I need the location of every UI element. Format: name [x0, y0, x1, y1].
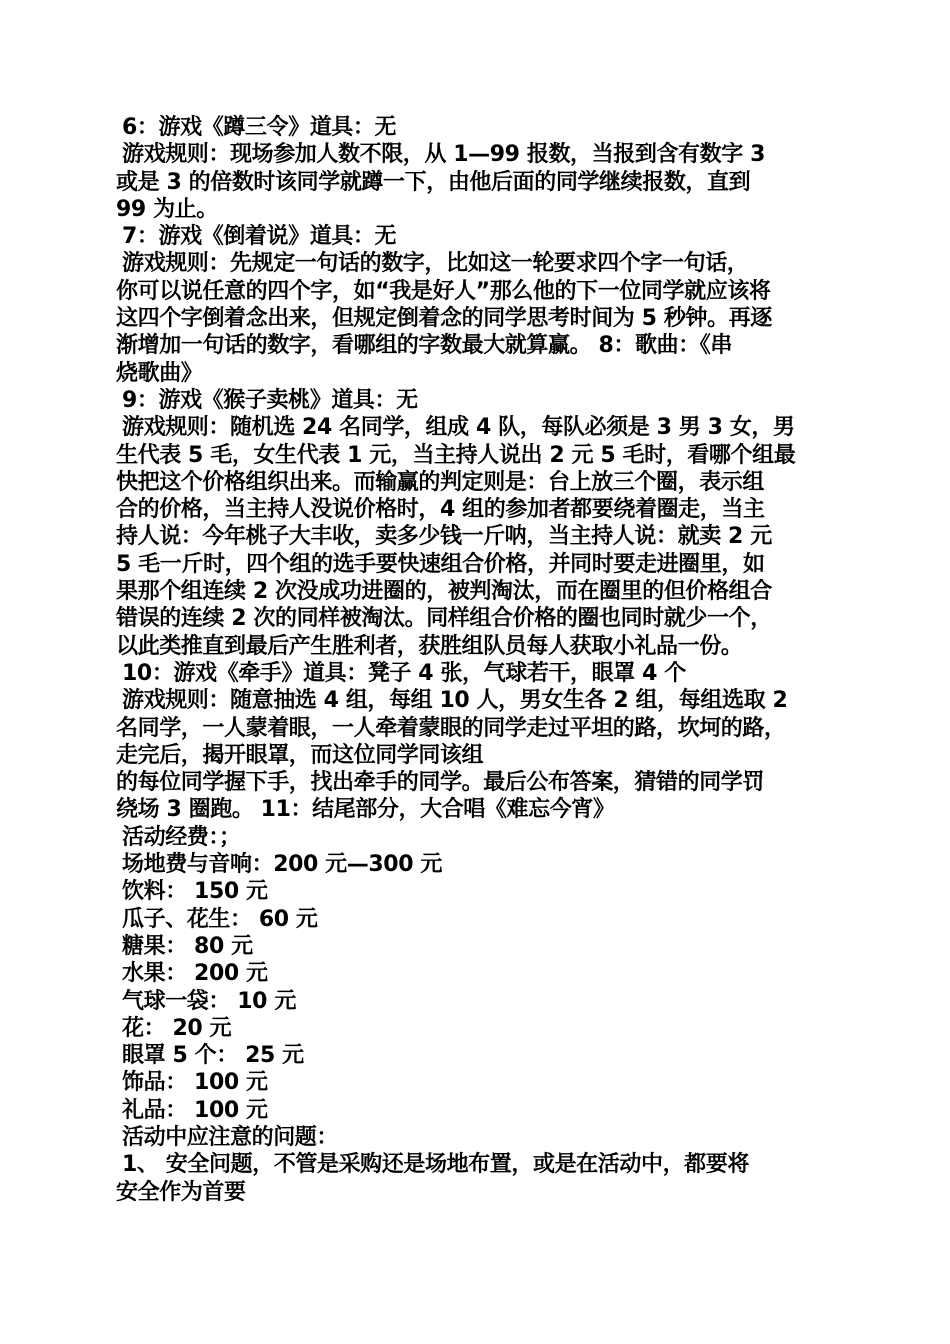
text-line: 眼罩 5 个： 25 元 [122, 1043, 304, 1069]
text-line: 99 为止。 [116, 196, 218, 222]
text-line: 水果： 200 元 [122, 961, 268, 987]
text-line: 以此类推直到最后产生胜利者，获胜组队员每人获取小礼品一份。 [116, 633, 743, 659]
text-line: 饰品： 100 元 [122, 1070, 268, 1096]
text-line: 饮料： 150 元 [122, 879, 268, 905]
text-line: 礼品： 100 元 [122, 1097, 268, 1123]
text-line: 活动经费：； [122, 824, 241, 850]
text-line: 6：游戏《蹲三令》道具：无 [122, 115, 397, 140]
text-line: 的每位同学握下手，找出牵手的同学。最后公布答案，猜错的同学罚 [116, 770, 765, 796]
text-line: 错误的连续 2 次的同样被淘汰。同样组合价格的圈也同时就少一个， [116, 606, 772, 632]
text-line: 游戏规则：现场参加人数不限，从 1—99 报数，当报到含有数字 3 [122, 142, 766, 168]
text-line: 活动中应注意的问题： [122, 1124, 339, 1150]
text-line: 烧歌曲》 [116, 360, 203, 386]
text-line: 9：游戏《猴子卖桃》道具：无 [122, 387, 418, 413]
text-line: 名同学，一人蒙着眼，一人牵着蒙眼的同学走过平坦的路，坎坷的路， [116, 715, 786, 741]
text-line: 5 毛一斤时，四个组的选手要快速组合价格，并同时要走进圈里，如 [116, 551, 765, 577]
text-line: 安全作为首要 [116, 1179, 246, 1205]
text-line: 气球一袋： 10 元 [122, 988, 296, 1014]
text-line: 这四个字倒着念出来，但规定倒着念的同学思考时间为 5 秒钟。再逐 [116, 306, 772, 332]
text-line: 游戏规则：随意抽选 4 组，每组 10 人，男女生各 2 组，每组选取 2 [122, 688, 788, 714]
text-line: 绕场 3 圈跑。 11：结尾部分，大合唱《难忘今宵》 [116, 797, 615, 823]
text-line: 瓜子、花生： 60 元 [122, 906, 318, 932]
text-line: 果那个组连续 2 次没成功进圈的，被判淘汰，而在圈里的但价格组合 [116, 579, 772, 605]
text-line: 花： 20 元 [122, 1015, 232, 1041]
text-line: 走完后，揭开眼罩，而这位同学同该组 [116, 742, 484, 768]
text-line: 生代表 5 毛，女生代表 1 元，当主持人说出 2 元 5 毛时，看哪个组最 [116, 442, 796, 468]
document-page [116, 114, 846, 1206]
text-line: 渐增加一句话的数字，看哪组的字数最大就算赢。 8：歌曲：《串 [116, 333, 732, 359]
text-line: 场地费与音响：200 元—300 元 [122, 852, 442, 878]
text-line: 7：游戏《倒着说》道具：无 [122, 224, 397, 250]
text-line: 你可以说任意的四个字，如“我是好人”那么他的下一位同学就应该将 [116, 278, 771, 304]
text-line: 持人说：今年桃子大丰收，卖多少钱一斤呐，当主持人说：就卖 2 元 [116, 524, 772, 550]
text-line: 1、 安全问题，不管是采购还是场地布置，或是在活动中，都要将 [122, 1152, 749, 1178]
text-line: 合的价格，当主持人没说价格时，4 组的参加者都要绕着圈走，当主 [116, 497, 765, 523]
text-line: 快把这个价格组织出来。而输赢的判定则是：台上放三个圈，表示组 [116, 469, 765, 495]
text-line: 游戏规则：先规定一句话的数字，比如这一轮要求四个字一句话， [122, 251, 749, 277]
text-line: 游戏规则：随机选 24 名同学，组成 4 队，每队必须是 3 男 3 女，男 [122, 415, 795, 441]
text-line: 糖果： 80 元 [122, 933, 253, 959]
text-line: 10：游戏《牵手》道具：凳子 4 张，气球若干，眼罩 4 个 [122, 660, 686, 686]
text-line: 或是 3 的倍数时该同学就蹲一下，由他后面的同学继续报数，直到 [116, 169, 751, 195]
